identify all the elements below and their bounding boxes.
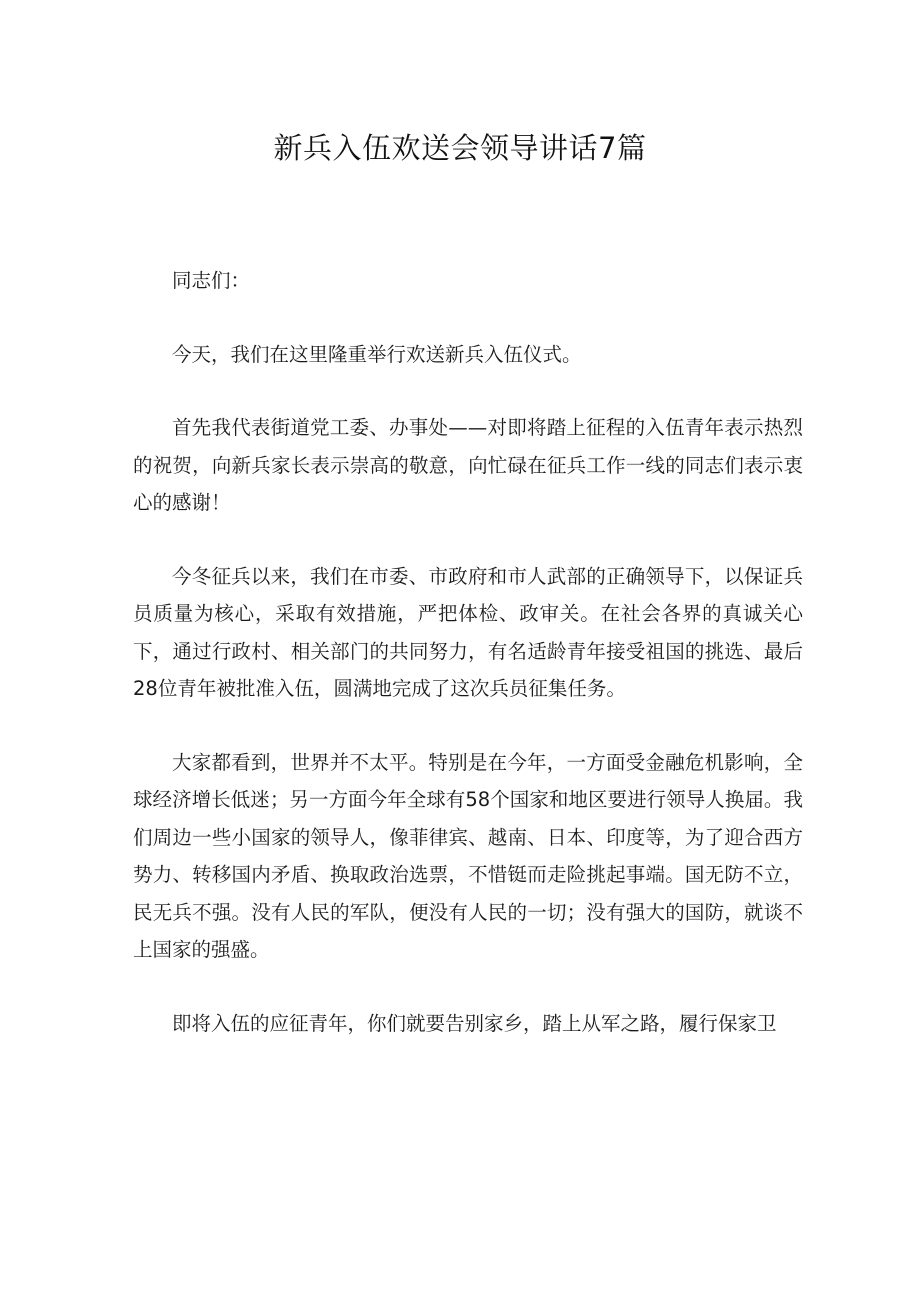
document-body	[133, 262, 803, 1042]
paragraph-address-recruits: 即将入伍的应征青年，你们就要告别家乡，踏上从军之路，履行保家卫	[172, 1011, 777, 1035]
page-title: 新兵入伍欢送会领导讲话7篇	[273, 131, 647, 165]
paragraph-congratulations: 首先我代表街道党工委、办事处——对即将踏上征程的入伍青年表示热烈的祝贺，向新兵家长表示崇高的敬意，向忙碌在征兵工作一线的同志们表示衷心的感谢！	[133, 416, 803, 514]
paragraph-salutation: 同志们：	[172, 269, 251, 292]
paragraph-recruitment-summary: 今冬征兵以来，我们在市委、市政府和市人武部的正确领导下，以保证兵员质量为核心，采取有效措施，严把体检、政审关。在社会各界的真诚关心下，通过行政村、相关部门的共同努力，有名适龄青年接受祖国的挑选、最后28位青年被批准入伍，圆满地完成了这次兵员征集任务。	[133, 564, 803, 700]
paragraph-opening: 今天，我们在这里隆重举行欢送新兵入伍仪式。	[172, 342, 582, 366]
paragraph-world-situation: 大家都看到，世界并不太平。特别是在今年，一方面受金融危机影响，全球经济增长低迷；另一方面今年全球有58个国家和地区要进行领导人换届。我们周边一些小国家的领导人，像菲律宾、越南、日本、印度等，为了迎合西方势力、转移国内矛盾、换取政治选票，不惜铤而走险挑起事端。国无防不立，民无兵不强。没有人民的军队，便没有人民的一切；没有强大的国防，就谈不上国家的强盛。	[133, 750, 803, 961]
